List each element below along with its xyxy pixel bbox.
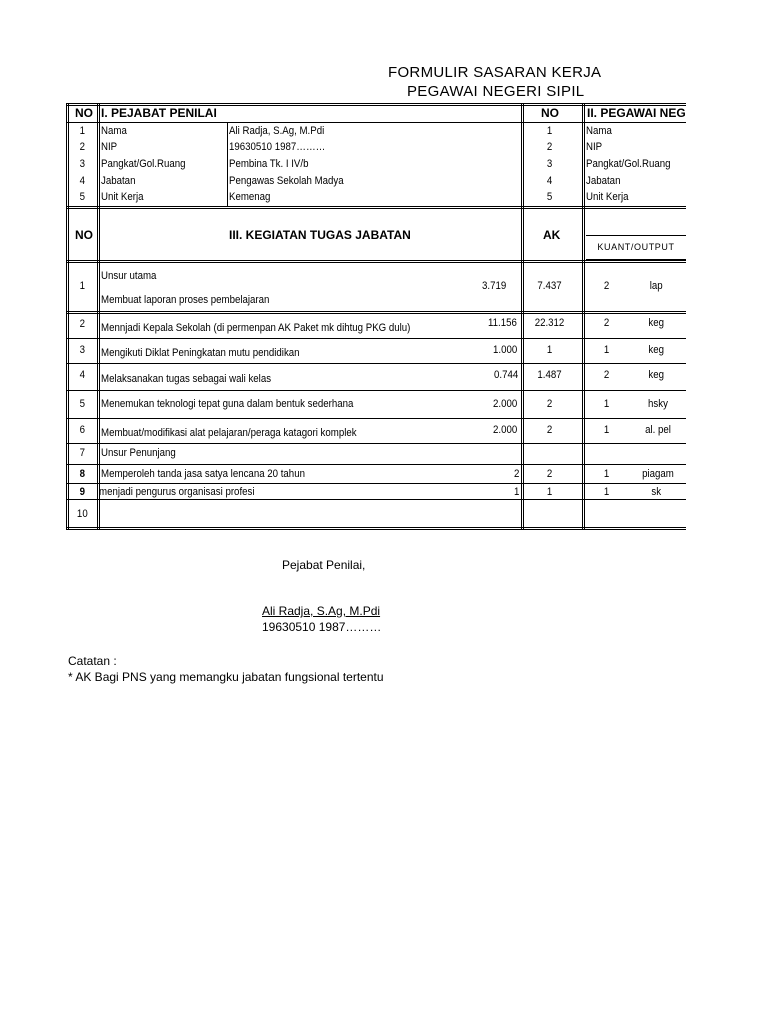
row-ak2: 1.487 xyxy=(537,369,562,381)
row-no: 4 xyxy=(79,369,86,381)
row-ak2: 2 xyxy=(546,468,553,480)
row-value: Pengawas Sekolah Madya xyxy=(229,175,344,187)
row-ak: 2.000 xyxy=(493,424,518,436)
row-no: 3 xyxy=(546,158,553,170)
section2-no-header: NO xyxy=(541,106,559,120)
section1-no-header: NO xyxy=(75,106,93,120)
row-no: 6 xyxy=(79,424,86,436)
row-no: 1 xyxy=(79,125,86,137)
row-desc: menjadi pengurus organisasi profesi xyxy=(99,486,255,498)
row-value: Kemenag xyxy=(229,191,271,203)
notes-label: Catatan : xyxy=(68,654,117,668)
form-title-line2: PEGAWAI NEGERI SIPIL xyxy=(407,83,585,100)
signature-role: Pejabat Penilai, xyxy=(282,558,366,572)
row-desc: Unsur Penunjang xyxy=(101,447,176,459)
row-ak: 1.000 xyxy=(493,344,518,356)
row-ak: 11.156 xyxy=(488,317,517,329)
form-title-line1: FORMULIR SASARAN KERJA xyxy=(388,64,602,81)
row-qty: 1 xyxy=(603,398,610,410)
signature-name: Ali Radja, S.Ag, M.Pdi xyxy=(262,604,381,618)
row-label: NIP xyxy=(586,141,603,153)
row-qty: 1 xyxy=(603,486,610,498)
row-ak: 0.744 xyxy=(494,369,519,381)
row-qty: 1 xyxy=(603,468,610,480)
row-no: 1 xyxy=(546,125,553,137)
row-unit: hsky xyxy=(648,398,668,410)
row-unit: al. pel xyxy=(645,424,671,436)
row-ak2: 1 xyxy=(546,344,553,356)
row-unit: keg xyxy=(648,344,665,356)
row-qty: 1 xyxy=(603,344,610,356)
row-qty: 2 xyxy=(603,280,610,292)
row-ak2: 2 xyxy=(546,424,553,436)
row-label: Unit Kerja xyxy=(101,191,144,203)
row-unit: sk xyxy=(651,486,662,498)
row-ak2: 7.437 xyxy=(537,280,562,292)
row-qty: 2 xyxy=(603,317,610,329)
kuant-output-header: KUANT/OUTPUT xyxy=(597,242,675,252)
row-no: 9 xyxy=(79,486,86,498)
row-desc: Memperoleh tanda jasa satya lencana 20 tahun xyxy=(101,468,305,480)
row-no: 10 xyxy=(76,508,88,520)
row-label: Pangkat/Gol.Ruang xyxy=(586,158,671,170)
row-no: 1 xyxy=(79,280,86,292)
row-value: 19630510 1987……… xyxy=(229,141,326,153)
row-ak: 2 xyxy=(514,468,520,480)
section3-no-header: NO xyxy=(75,228,93,242)
row-no: 3 xyxy=(79,158,86,170)
row-pre-label: Unsur utama xyxy=(101,270,157,282)
row-ak2: 1 xyxy=(546,486,553,498)
row-label: Nama xyxy=(586,125,612,137)
row-no: 7 xyxy=(79,447,86,459)
row-no: 4 xyxy=(546,175,553,187)
row-no: 2 xyxy=(79,141,86,153)
row-desc: Mengikuti Diklat Peningkatan mutu pendidikan xyxy=(101,347,300,359)
signature-nip: 19630510 1987……… xyxy=(262,620,382,634)
row-ak: 2.000 xyxy=(493,398,518,410)
row-label: Pangkat/Gol.Ruang xyxy=(101,158,186,170)
row-no: 3 xyxy=(79,344,86,356)
row-qty: 1 xyxy=(603,424,610,436)
row-desc: Membuat laporan proses pembelajaran xyxy=(101,294,270,306)
row-label: NIP xyxy=(101,141,118,153)
row-ak2: 2 xyxy=(546,398,553,410)
notes-line1: * AK Bagi PNS yang memangku jabatan fungsional tertentu xyxy=(68,670,384,684)
row-desc: Membuat/modifikasi alat pelajaran/peraga katagori komplek xyxy=(101,427,357,439)
row-value: Ali Radja, S.Ag, M.Pdi xyxy=(229,125,325,137)
row-ak: 1 xyxy=(514,486,520,498)
section2-header: II. PEGAWAI NEG xyxy=(587,106,686,120)
row-label: Nama xyxy=(101,125,127,137)
row-no: 4 xyxy=(79,175,86,187)
row-desc: Mennjadi Kepala Sekolah (di permenpan AK Paket mk dihtug PKG dulu) xyxy=(101,322,411,334)
row-value: Pembina Tk. I IV/b xyxy=(229,158,309,170)
row-unit: piagam xyxy=(642,468,674,480)
row-qty: 2 xyxy=(603,369,610,381)
row-unit: lap xyxy=(649,280,663,292)
row-no: 5 xyxy=(79,191,86,203)
row-label: Jabatan xyxy=(101,175,136,187)
row-no: 5 xyxy=(79,398,86,410)
row-no: 2 xyxy=(79,318,86,330)
section3-header: III. KEGIATAN TUGAS JABATAN xyxy=(229,228,411,242)
row-ak: 3.719 xyxy=(482,280,507,292)
row-ak2: 22.312 xyxy=(534,317,565,329)
row-no: 5 xyxy=(546,191,553,203)
row-no: 2 xyxy=(546,141,553,153)
row-label: Unit Kerja xyxy=(586,191,629,203)
row-label: Jabatan xyxy=(586,175,621,187)
ak-header: AK xyxy=(543,228,561,242)
row-desc: Menemukan teknologi tepat guna dalam bentuk sederhana xyxy=(101,398,354,410)
row-desc: Melaksanakan tugas sebagai wali kelas xyxy=(101,373,272,385)
row-no: 8 xyxy=(79,468,86,480)
section1-header: I. PEJABAT PENILAI xyxy=(101,106,217,120)
row-unit: keg xyxy=(648,369,665,381)
row-unit: keg xyxy=(648,317,665,329)
